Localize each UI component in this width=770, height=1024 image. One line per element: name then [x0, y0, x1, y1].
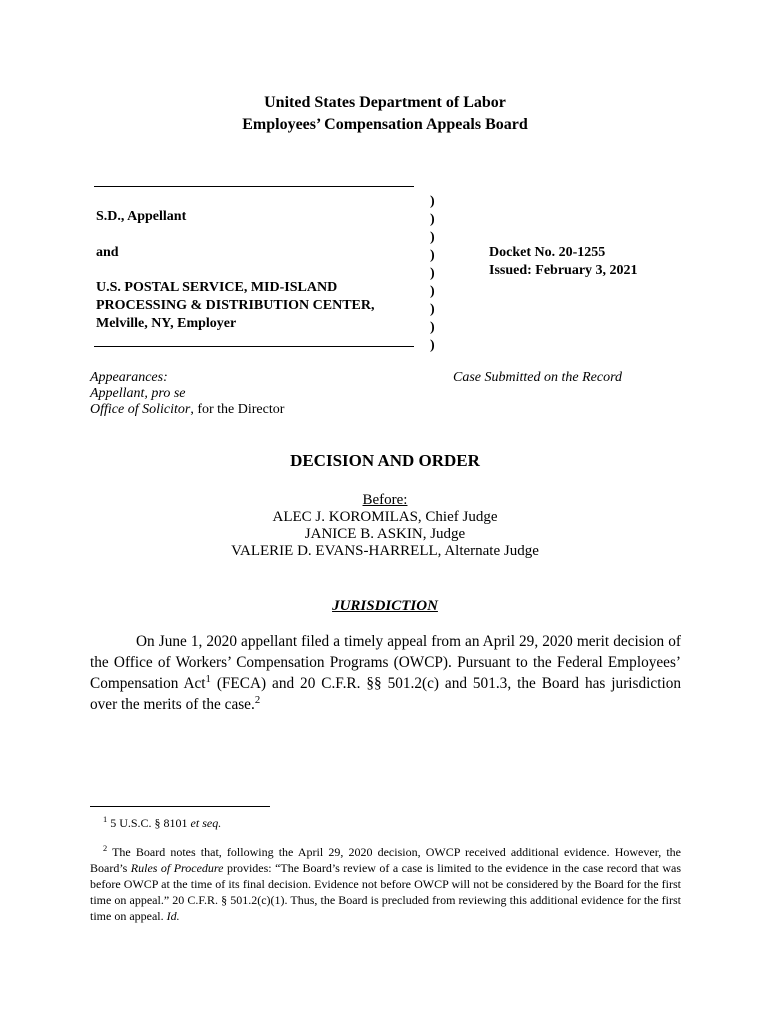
appellant-name: S.D., Appellant [96, 209, 187, 224]
caption-paren: ) [430, 302, 435, 317]
caption-top-rule [94, 186, 414, 187]
caption-paren: ) [430, 320, 435, 335]
footnote-2-number: 2 [103, 844, 108, 853]
footnote-separator [90, 806, 270, 807]
jurisdiction-text-a: On June 1, 2020 appellant filed a timely appeal from an April 29, 2020 merit decision of the Office of Workers’ Compensation Programs (OWCP). Pursuant to the Federal Employees’ Compensation Act [90, 633, 681, 692]
footnote-2-italic: Rules of Procedure [130, 861, 224, 875]
footnote-1-number: 1 [103, 815, 108, 824]
caption-paren: ) [430, 284, 435, 299]
footnote-2-id: Id. [166, 909, 180, 923]
docket-number: Docket No. 20-1255 [489, 245, 606, 260]
caption-paren: ) [430, 212, 435, 227]
caption-paren: ) [430, 230, 435, 245]
judge-askin: JANICE B. ASKIN, Judge [304, 526, 466, 542]
footnote-2 [90, 844, 681, 924]
jurisdiction-heading: JURISDICTION [332, 598, 438, 614]
caption-paren: ) [430, 248, 435, 263]
appellant-pro-se: Appellant, pro se [90, 386, 186, 401]
jurisdiction-paragraph [90, 631, 681, 715]
judges-block [0, 492, 770, 560]
judge-alternate: VALERIE D. EVANS-HARRELL, Alternate Judge [231, 543, 539, 559]
footnote-2-text-b: provides: “The Board’s review of a case is limited to the evidence in the case record that was before OWCP at the time of its final decision. Evidence not before OWCP will not be considered by the Board for the first time on appeal.” 20 C.F.R. § 501.2(c)(1). Thus, the Board is precluded from reviewing this additional evidence for the first time on appeal. [90, 861, 681, 923]
employer-line-3: Melville, NY, Employer [96, 316, 237, 331]
solicitor-role: , for the Director [190, 402, 285, 417]
employer-line-1: U.S. POSTAL SERVICE, MID-ISLAND [96, 280, 338, 295]
caption-paren: ) [430, 194, 435, 209]
caption-paren: ) [430, 266, 435, 281]
decision-title: DECISION AND ORDER [290, 451, 480, 470]
caption-and: and [96, 245, 119, 260]
issued-date: Issued: February 3, 2021 [489, 263, 638, 278]
caption-paren-column [430, 193, 435, 355]
judge-chief: ALEC J. KOROMILAS, Chief Judge [272, 509, 498, 525]
solicitor-line [90, 401, 284, 418]
footnote-ref-2: 2 [254, 693, 261, 706]
caption-bottom-rule [94, 346, 414, 347]
footnote-1-italic: et seq. [190, 816, 222, 830]
footnote-1 [90, 815, 681, 831]
appearances-label: Appearances: [90, 370, 168, 385]
employer-line-2: PROCESSING & DISTRIBUTION CENTER, [96, 298, 375, 313]
caption-paren: ) [430, 338, 435, 353]
jurisdiction-text-b: (FECA) and 20 C.F.R. §§ 501.2(c) and 501.3, the Board has jurisdiction over the merits of the case. [90, 675, 681, 713]
before-label: Before: [362, 492, 408, 508]
footnote-2-text-a: The Board notes that, following the April 29, 2020 decision, OWCP received additional evidence. However, the Board’s [90, 845, 681, 875]
board-title: Employees’ Compensation Appeals Board [242, 116, 528, 133]
case-submitted: Case Submitted on the Record [453, 370, 623, 385]
solicitor-office: Office of Solicitor [90, 402, 191, 417]
footnote-1-text: 5 U.S.C. § 8101 [107, 816, 191, 830]
footnote-ref-1: 1 [205, 672, 211, 685]
agency-title: United States Department of Labor [264, 94, 506, 111]
